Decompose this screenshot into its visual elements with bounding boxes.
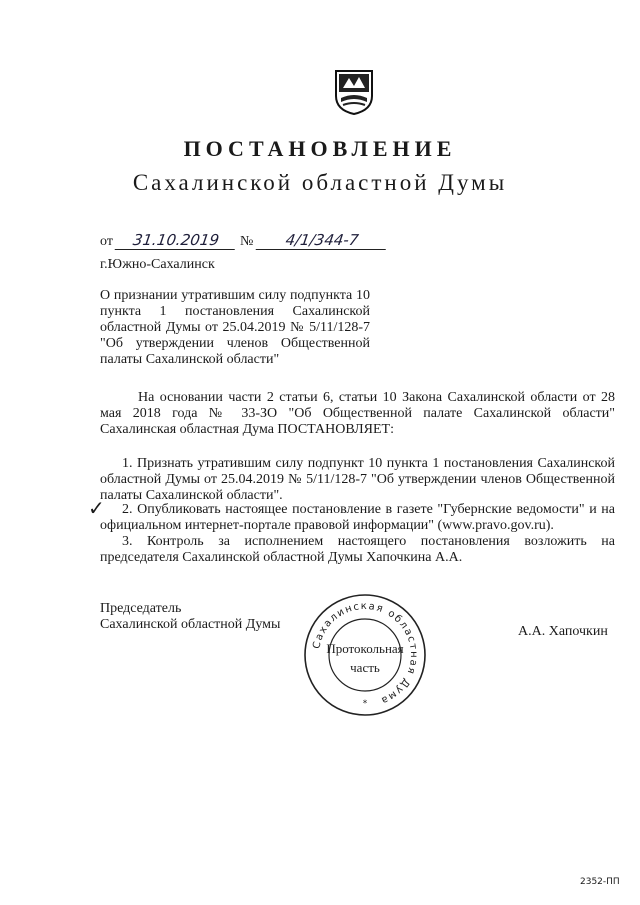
number-sign: №	[239, 234, 254, 249]
document-title: ПОСТАНОВЛЕНИЕ	[183, 136, 457, 161]
seal-ring-text: Сахалинская областная Дума	[311, 600, 420, 707]
signer-title: Председатель	[100, 601, 182, 616]
clause-2: 2. Опубликовать настоящее постановление в газете "Губернские ведомости" и на официальном интернет-портале правовой информации" (www.pravo.gov.ru).	[100, 502, 615, 533]
document-subject: О признании утратившим силу подпункта 10 пункта 1 постановления Сахалинской областной Думы от 25.04.2019 № 5/11/128-7 "Об утверждении членов Общественной палаты Сахалинской области"	[100, 288, 370, 367]
handwritten-date: 31.10.2019	[115, 231, 238, 250]
signer-name: А.А. Хапочкин	[518, 624, 608, 639]
city: г.Южно-Сахалинск	[100, 257, 215, 272]
official-seal	[302, 592, 428, 718]
coat-of-arms-icon	[333, 68, 375, 116]
seal-center-line-2: часть	[350, 660, 380, 675]
document-subtitle: Сахалинской областной Думы	[132, 170, 508, 195]
handwritten-number: 4/1/344-7	[255, 231, 388, 250]
checkmark-icon: ✓	[88, 496, 105, 520]
document-code: 2352-ПП	[580, 877, 620, 887]
preamble: На основании части 2 статьи 6, статьи 10 Закона Сахалинской области от 28 мая 2018 года № 33-ЗО "Об Общественной палате Сахалинской области" Сахалинская областная Дума ПОСТАНОВЛЯЕТ:	[100, 390, 615, 437]
date-prefix: от	[100, 234, 113, 249]
signer-position	[100, 601, 280, 633]
seal-center-line-1: Протокольная	[326, 641, 404, 656]
star-icon: *	[362, 699, 368, 709]
clause-1: 1. Признать утратившим силу подпункт 10 пункта 1 постановления Сахалинской областной Думы от 25.04.2019 № 5/11/128-7 "Об утверждении членов Общественной палаты Сахалинской области".	[100, 456, 615, 503]
clause-3: 3. Контроль за исполнением настоящего постановления возложить на председателя Сахалинской областной Думы Хапочкина А.А.	[100, 534, 615, 565]
date-number-line	[100, 231, 387, 250]
signer-organization: Сахалинской областной Думы	[100, 617, 281, 632]
